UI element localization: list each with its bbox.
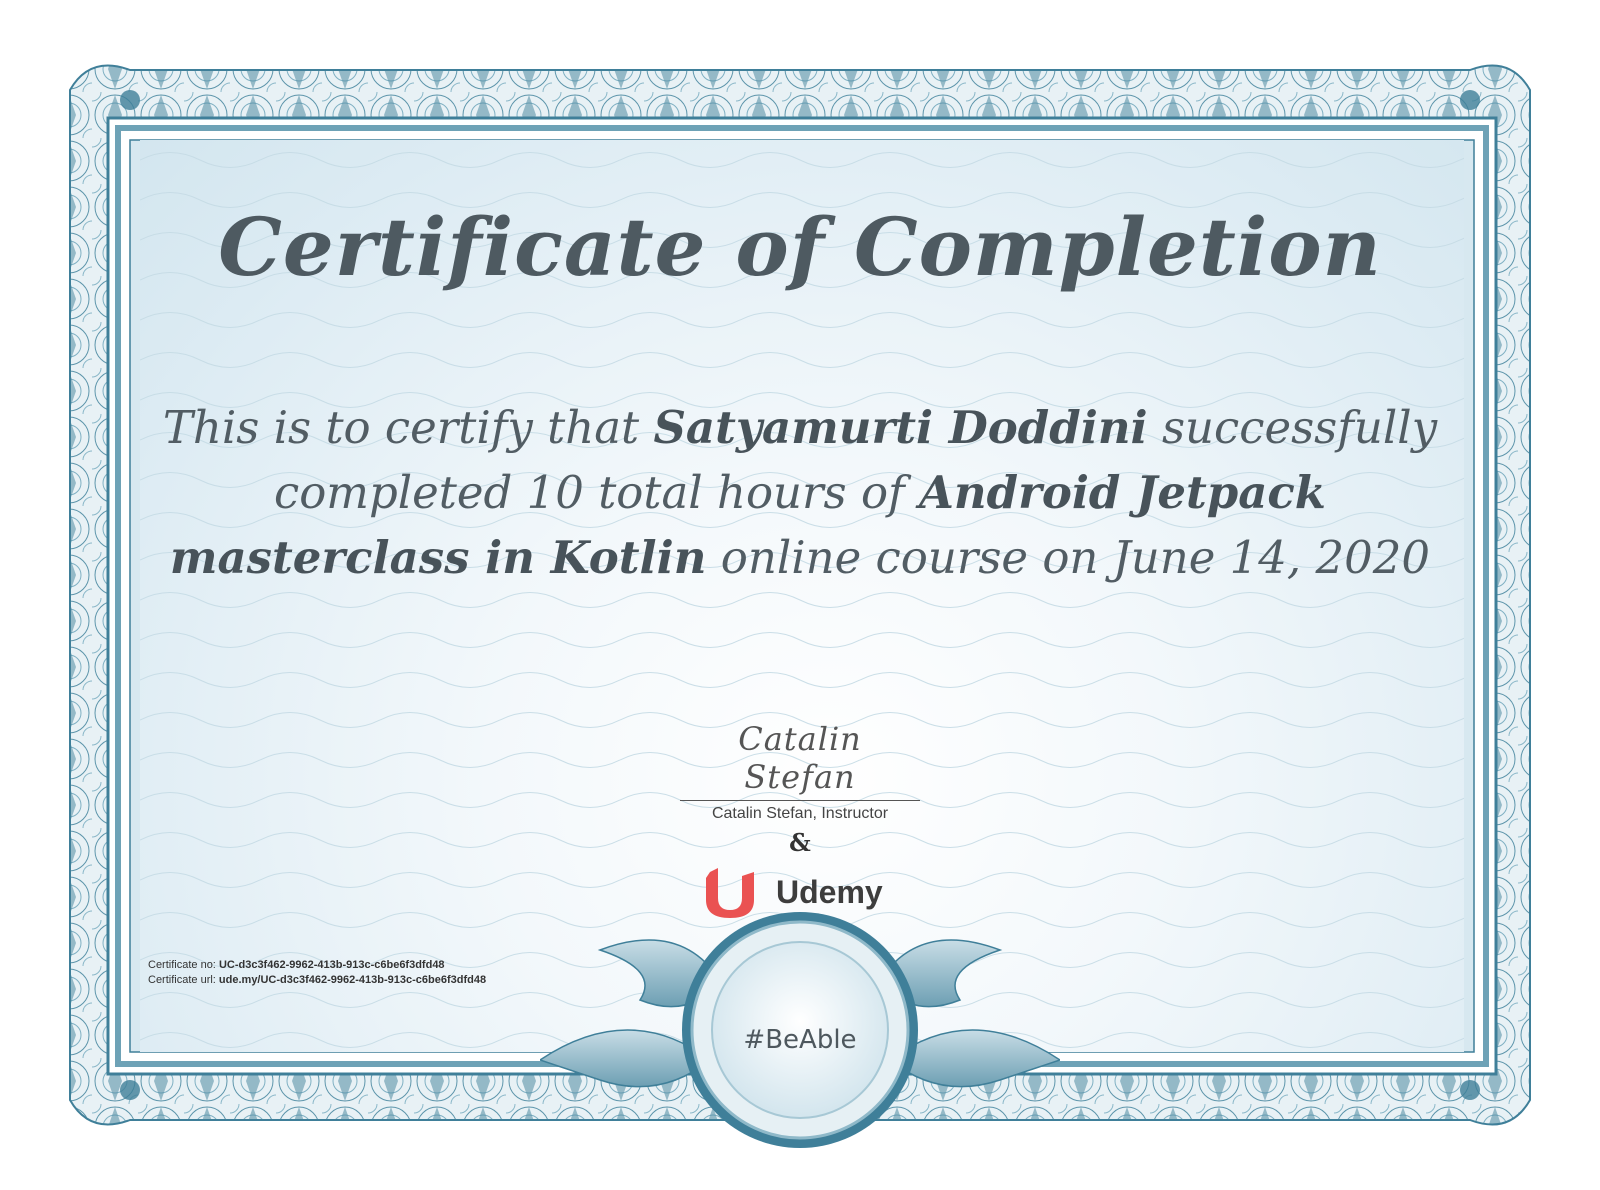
- course-name: Android Jetpack masterclass in Kotlin: [169, 466, 1326, 584]
- ampersand: &: [789, 828, 811, 857]
- certificate-title: Certificate of Completion: [218, 200, 1382, 294]
- seal-hashtag: #BeAble: [743, 1025, 857, 1055]
- statement-middle: successfully completed 10 total hours of: [274, 401, 1438, 519]
- instructor-signature: Catalin Stefan: [680, 720, 920, 801]
- certificate-number-line: [148, 958, 486, 973]
- recipient-name: Satyamurti Doddini: [653, 401, 1148, 454]
- udemy-wordmark: Udemy: [776, 873, 883, 910]
- certificate-url-line: [148, 973, 486, 988]
- certificate-statement: [160, 395, 1440, 590]
- certificate-url-label: Certificate url:: [148, 974, 216, 986]
- certificate-url[interactable]: ude.my/UC-d3c3f462-9962-413b-913c-c6be6f3dfd48: [218, 974, 487, 986]
- completion-date: June 14, 2020: [1112, 531, 1431, 584]
- certificate-number: UC-d3c3f462-9962-413b-913c-c6be6f3dfd48: [218, 959, 445, 971]
- certificate-info: [148, 958, 486, 988]
- instructor-caption: Catalin Stefan, Instructor: [711, 805, 889, 822]
- statement-trailing: online course on: [720, 531, 1099, 584]
- instructor-signature-block: [680, 720, 920, 823]
- statement-lead: This is to certify that: [162, 401, 640, 454]
- certificate-number-label: Certificate no:: [148, 959, 216, 971]
